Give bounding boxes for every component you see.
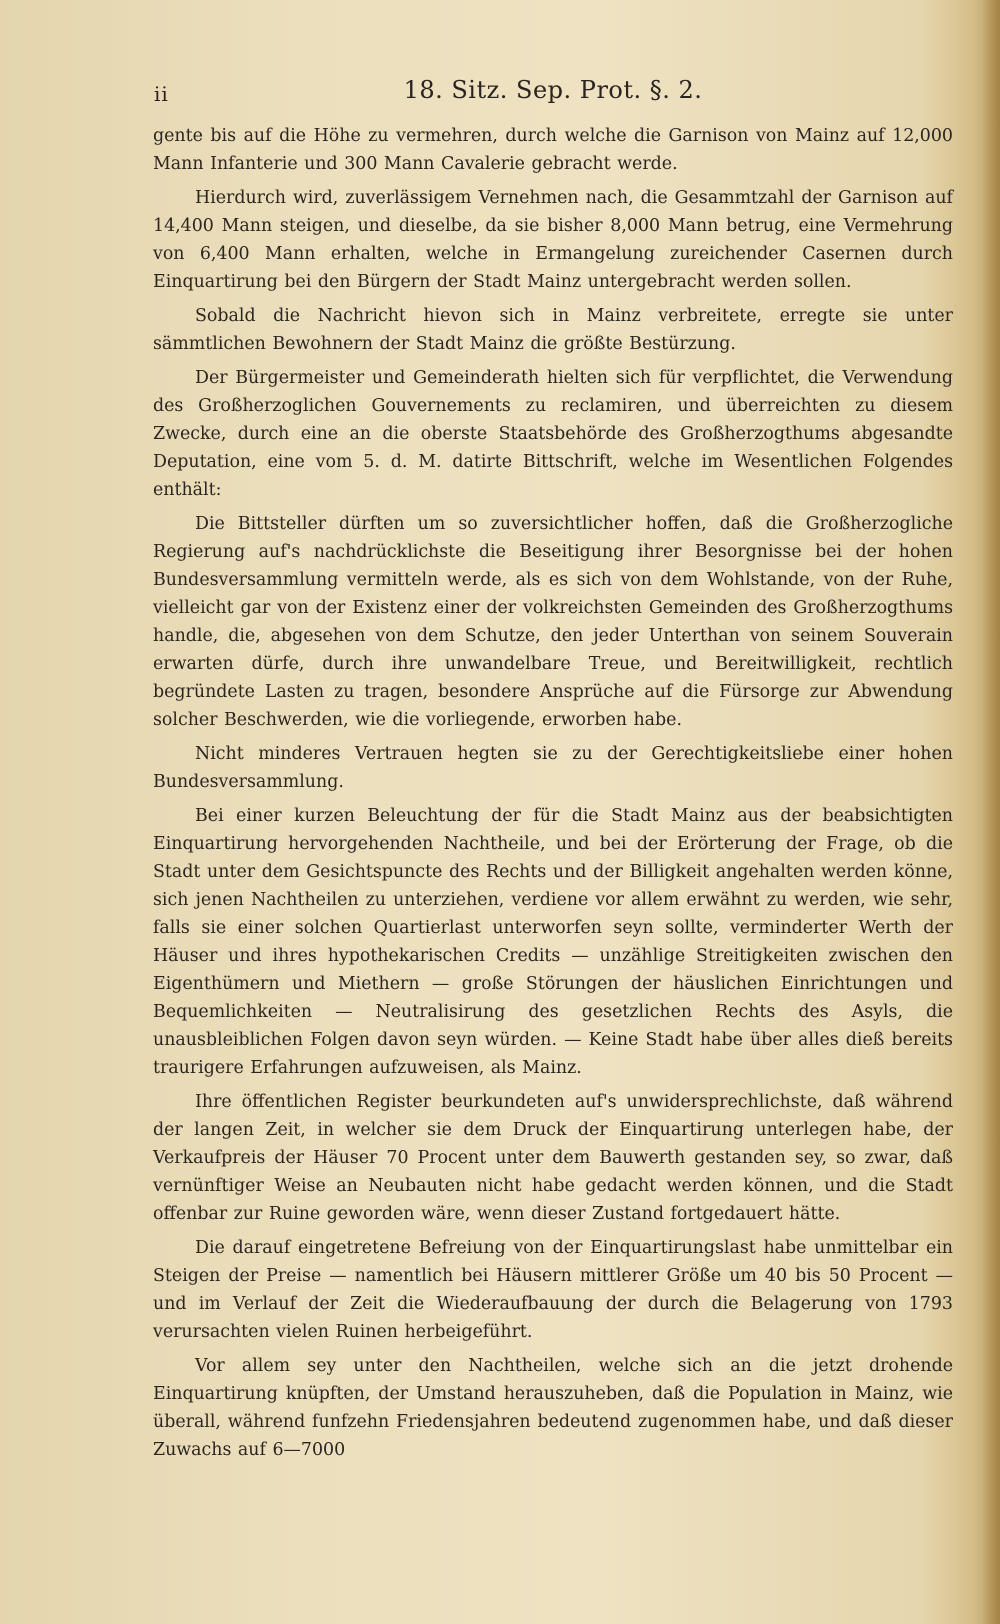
body-text	[153, 122, 953, 1470]
page-number: ii	[154, 82, 169, 106]
paragraph-continuation: gente bis auf die Höhe zu vermehren, durch welche die Garnison von Mainz auf 12,000 Mann Infanterie und 300 Mann Cavalerie gebracht werde.	[153, 126, 953, 174]
paragraph: Die Bittsteller dürften um so zuversichtlicher hoffen, daß die Großherzogliche Regierung auf's nachdrücklichste die Beseitigung ihrer Besorgnisse bei der hohen Bundesversammlung vermitteln werde, als es sich von dem Wohlstande, von der Ruhe, vielleicht gar von der Existenz einer der volkreichsten Gemeinden des Großherzogthums handle, die, abgesehen von dem Schutze, den jeder Unterthan von seinem Souverain erwarten dürfe, durch ihre unwandelbare Treue, und Bereitwilligkeit, rechtlich begründete Lasten zu tragen, besondere Ansprüche auf die Fürsorge zur Abwendung solcher Beschwerden, wie die vorliegende, erworben habe.	[153, 514, 953, 730]
paragraph: Die darauf eingetretene Befreiung von der Einquartirungslast habe unmittelbar ein Steigen der Preise — namentlich bei Häusern mittlerer Größe um 40 bis 50 Procent — und im Verlauf der Zeit die Wiederaufbauung der durch die Belagerung von 1793 verursachten vielen Ruinen herbeigeführt.	[153, 1238, 953, 1342]
page-edge-shadow	[982, 0, 1000, 1624]
paragraph: Nicht minderes Vertrauen hegten sie zu der Gerechtigkeitsliebe einer hohen Bundesversammlung.	[153, 744, 953, 792]
running-head: 18. Sitz. Sep. Prot. §. 2.	[403, 76, 703, 104]
paragraph: Bei einer kurzen Beleuchtung der für die Stadt Mainz aus der beabsichtigten Einquartirung hervorgehenden Nachtheile, und bei der Erörterung der Frage, ob die Stadt unter dem Gesichtspuncte des Rechts und der Billigkeit angehalten werden könne, sich jenen Nachtheilen zu unterziehen, verdiene vor allem erwähnt zu werden, wie sehr, falls sie einer solchen Quartierlast unterworfen seyn sollte, verminderter Werth der Häuser und ihres hypothekarischen Credits — unzählige Streitigkeiten zwischen den Eigenthümern und Miethern — große Störungen der häuslichen Einrichtungen und Bequemlichkeiten — Neutralisirung des gesetzlichen Rechts des Asyls, die unausbleiblichen Folgen davon seyn würden. — Keine Stadt habe über alles dieß bereits traurigere Erfahrungen aufzuweisen, als Mainz.	[153, 806, 953, 1078]
paragraph: Hierdurch wird, zuverlässigem Vernehmen nach, die Gesammtzahl der Garnison auf 14,400 Mann steigen, und dieselbe, da sie bisher 8,000 Mann betrug, eine Vermehrung von 6,400 Mann erhalten, welche in Ermangelung zureichender Casernen durch Einquartirung bei den Bürgern der Stadt Mainz untergebracht werden sollen.	[153, 188, 953, 292]
paragraph: Der Bürgermeister und Gemeinderath hielten sich für verpflichtet, die Verwendung des Großherzoglichen Gouvernements zu reclamiren, und überreichten zu diesem Zwecke, durch eine an die oberste Staatsbehörde des Großherzogthums abgesandte Deputation, eine vom 5. d. M. datirte Bittschrift, welche im Wesentlichen Folgendes enthält:	[153, 368, 953, 500]
page-header	[150, 76, 956, 112]
paragraph: Ihre öffentlichen Register beurkundeten auf's unwidersprechlichste, daß während der langen Zeit, in welcher sie dem Druck der Einquartirung unterlegen habe, der Verkaufpreis der Häuser 70 Procent unter dem Bauwerth gestanden sey, so zwar, daß vernünftiger Weise an Neubauten nicht habe gedacht werden können, und die Stadt offenbar zur Ruine geworden wäre, wenn dieser Zustand fortgedauert hätte.	[153, 1092, 953, 1224]
paragraph: Sobald die Nachricht hievon sich in Mainz verbreitete, erregte sie unter sämmtlichen Bewohnern der Stadt Mainz die größte Bestürzung.	[153, 306, 953, 354]
paragraph: Vor allem sey unter den Nachtheilen, welche sich an die jetzt drohende Einquartirung knüpften, der Umstand herauszuheben, daß die Population in Mainz, wie überall, während funfzehn Friedensjahren bedeutend zugenommen habe, und daß dieser Zuwachs auf 6—7000	[153, 1356, 953, 1460]
